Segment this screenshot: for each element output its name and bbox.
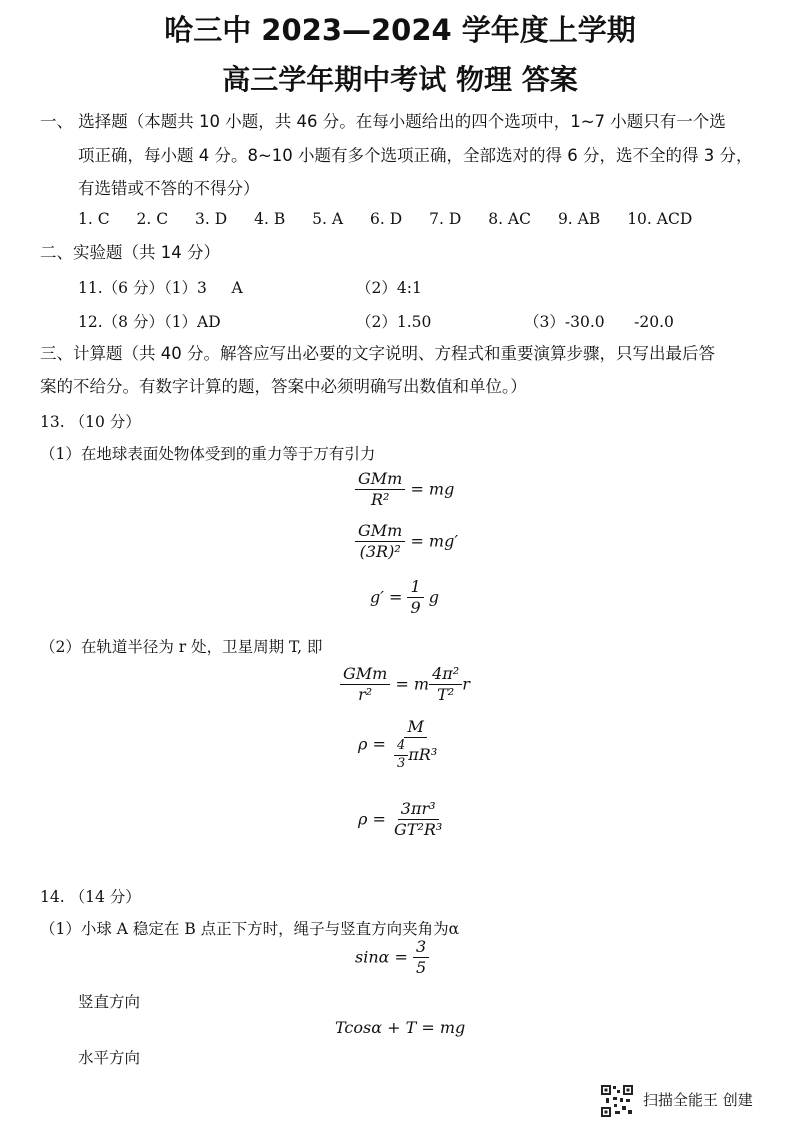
qr-code-icon [600,1084,634,1118]
section3-heading-line1: 三、计算题（共 40 分。解答应写出必要的文字说明、方程式和重要演算步骤，只写出最后答 [40,344,715,363]
answer-6: 6. D [370,210,403,228]
answer-7: 7. D [429,210,462,228]
answer-8: 8. AC [488,210,531,228]
answer-10: 10. ACD [627,210,693,228]
q13-equation-5: ρ = M $\frac{4}{3}$ πR³ [358,717,438,772]
q14-equation-1: sinα = $\frac{3}{5}$ [355,938,429,978]
section1-heading-line3: 有选错或不答的不得分） [78,179,260,198]
page-title: 哈三中 2023—2024 学年度上学期 [164,13,636,47]
answer-5: 5. A [312,210,344,228]
q12-part2: （2）1.50 [356,313,432,331]
q14-vertical-label: 竖直方向 [78,993,141,1011]
section1-heading-line1: 一、 选择题（本题共 10 小题，共 46 分。在每小题给出的四个选项中，1~7 小题只有一个选 [40,112,726,131]
q12-part3: （3）-30.0 -20.0 [524,313,674,331]
answer-2: 2. C [136,210,169,228]
q13-equation-1: $\frac{\text{GMm}}{\text{R²}}$ = mg [355,470,454,510]
answer-4: 4. B [254,210,286,228]
scanner-watermark: 扫描全能王 创建 [643,1091,753,1109]
q14-label: 14. （14 分） [40,888,141,906]
answer-3: 3. D [195,210,228,228]
q13-part1-text: （1）在地球表面处物体受到的重力等于万有引力 [40,445,376,463]
q11-part2: （2）4:1 [356,279,422,297]
section1-heading-line2: 项正确，每小题 4 分。8~10 小题有多个选项正确，全部选对的得 6 分，选不全的得 3 分， [78,146,753,165]
q13-equation-2: $\frac{\text{GMm}}{\text{(3R)²}}$ = mg′ [355,522,458,562]
q12-part1: 12.（8 分）（1）AD [78,313,221,331]
mc-answers [78,210,714,228]
q13-equation-4: $\frac{\text{GMm}}{\text{r²}}$ = m $\frac{\text{4π²}}{\text{T²}}$ r [340,665,470,705]
q13-equation-3: g′ = $\frac{1}{9}$ g [370,577,439,618]
answer-9: 9. AB [557,210,601,228]
q14-part1-text: （1）小球 A 稳定在 B 点正下方时，绳子与竖直方向夹角为α [40,920,460,938]
page-subtitle: 高三学年期中考试 物理 答案 [222,63,578,96]
q11-part1: 11.（6 分）（1）3 A [78,279,243,297]
q13-label: 13. （10 分） [40,413,141,431]
section3-heading-line2: 案的不给分。有数字计算的题，答案中必须明确写出数值和单位。） [40,377,527,396]
q14-horizontal-label: 水平方向 [78,1049,141,1067]
section2-heading: 二、实验题（共 14 分） [40,243,220,262]
answer-1: 1. C [78,210,110,228]
q14-equation-2: Tcosα + T = mg [335,1018,466,1037]
q13-part2-text: （2）在轨道半径为 r 处，卫星周期 T, 即 [40,638,323,656]
q13-equation-6: ρ = $\frac{\text{3πr³}}{\text{GT²R³}}$ [358,799,443,840]
